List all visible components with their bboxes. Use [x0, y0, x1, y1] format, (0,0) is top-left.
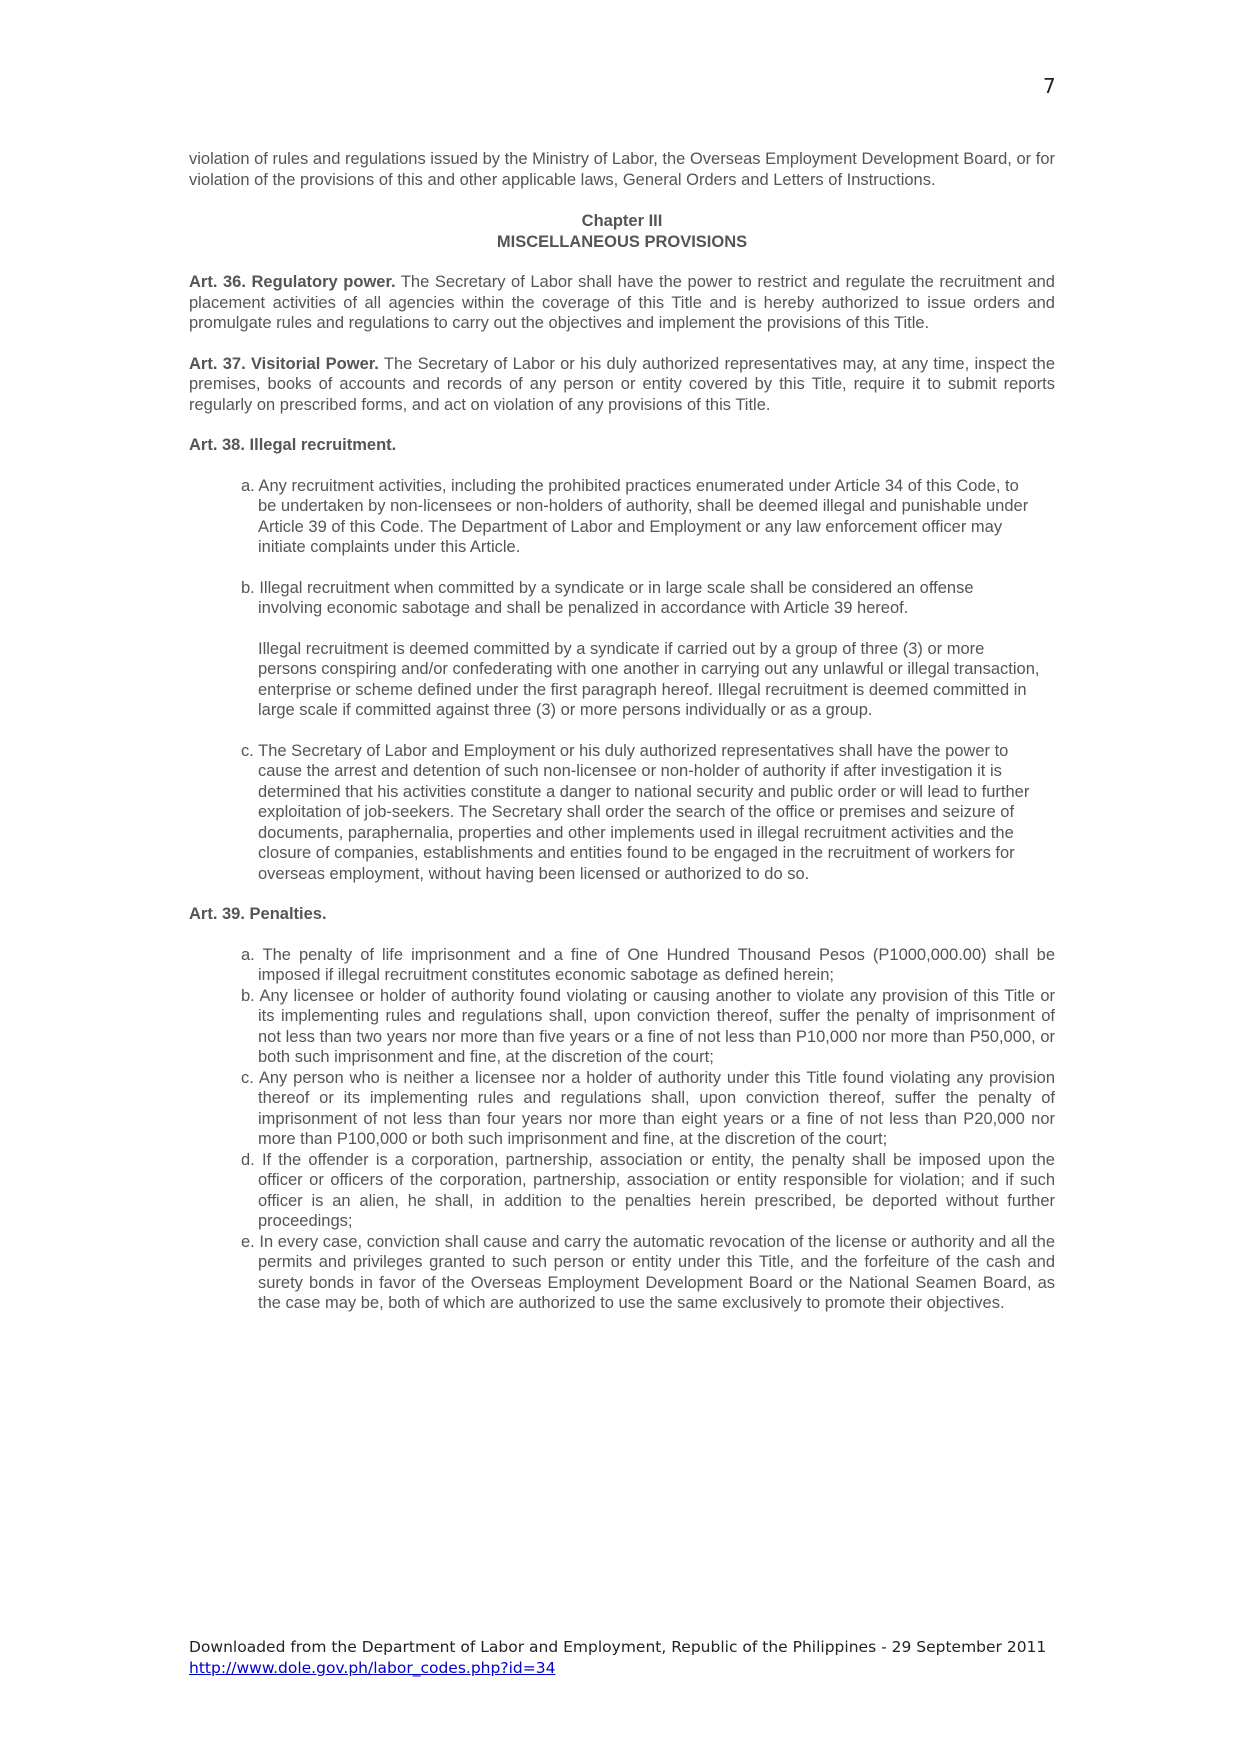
article-39-title: Art. 39. Penalties. [189, 905, 327, 923]
article-36 [189, 272, 1055, 334]
article-36-label: Art. 36. Regulatory power. [189, 273, 396, 291]
list-item: e. In every case, conviction shall cause and carry the automatic revocation of the license or authority and all the permits and privileges granted to such person or entity under this Title, and the forfeiture of the cash and surety bonds in favor of the Overseas Employment Development Board or the National Seamen Board, as the case may be, both of which are authorized to use the same exclusively to promote their objectives. [241, 1232, 1055, 1312]
list-item: c. Any person who is neither a licensee nor a holder of authority under this Title found violating any provision thereof or its implementing rules and regulations shall, upon conviction thereof, suffer the penalty of imprisonment of not less than four years nor more than eight years or a fine of not less than P20,000 nor more than P100,000 or both such imprisonment and fine, at the discretion of the court; [241, 1068, 1055, 1148]
article-38-item-a: a. Any recruitment activities, including the prohibited practices enumerated under Article 34 of this Code, to be undertaken by non-licensees or non-holders of authority, shall be deemed illegal and punishable under Article 39 of this Code. The Department of Labor and Employment or any law enforcement officer may initiate complaints under this Article. [241, 476, 1029, 556]
page-number: 7 [1043, 74, 1056, 98]
article-36-text: The Secretary of Labor shall have the power to restrict and regulate the recruitment and placement activities of all agencies within the coverage of this Title and is hereby authorized to issue orders and promulgate rules and regulations to carry out the objectives and implement the provisions of this Title. [189, 273, 1055, 332]
document-body [189, 149, 1055, 1314]
chapter-number: Chapter III [581, 212, 663, 230]
intro-paragraph: violation of rules and regulations issued by the Ministry of Labor, the Overseas Employment Development Board, or for violation of the provisions of this and other applicable laws, General Orders and Letters of Instructions. [189, 150, 1055, 189]
list-item: b. Any licensee or holder of authority found violating or causing another to violate any provision of this Title or its implementing rules and regulations shall, upon conviction thereof, suffer the penalty of imprisonment of not less than two years nor more than five years or a fine of not less than P10,000 nor more than P50,000, or both such imprisonment and fine, at the discretion of the court; [241, 986, 1055, 1066]
article-38-item-b: b. Illegal recruitment when committed by a syndicate or in large scale shall be considered an offense involving economic sabotage and shall be penalized in accordance with Article 39 hereof. [241, 578, 974, 617]
article-38-items [189, 476, 1055, 885]
footer-source-link[interactable]: http://www.dole.gov.ph/labor_codes.php?id=34 [189, 1659, 556, 1677]
article-39-items [189, 945, 1055, 1314]
article-38-item-c: c. The Secretary of Labor and Employment or his duly authorized representatives shall have the power to cause the arrest and detention of such non-licensee or non-holder of authority if after investigation it is determined that his activities constitute a danger to national security and public order or will lead to further exploitation of job-seekers. The Secretary shall order the search of the office or premises and seizure of documents, paraphernalia, properties and other implements used in illegal recruitment activities and the closure of companies, establishments and entities found to be engaged in the recruitment of workers for overseas employment, without having been licensed or authorized to do so. [241, 741, 1030, 883]
list-item [241, 476, 1055, 558]
page-footer [189, 1637, 1046, 1679]
list-item [241, 578, 1055, 721]
chapter-heading [189, 211, 1055, 252]
article-38-title: Art. 38. Illegal recruitment. [189, 436, 397, 454]
list-item: d. If the offender is a corporation, partnership, association or entity, the penalty shall be imposed upon the officer or officers of the corporation, partnership, association or entity responsible for violation; and if such officer is an alien, he shall, in addition to the penalties herein prescribed, be deported without further proceedings; [241, 1150, 1055, 1230]
article-38-item-b-subparagraph: Illegal recruitment is deemed committed by a syndicate if carried out by a group of three (3) or more persons conspiring and/or confederating with one another in carrying out any unlawful or illegal transaction, enterprise or scheme defined under the first paragraph hereof. Illegal recruitment is deemed committed in large scale if committed against three (3) or more persons individually or as a group. [258, 639, 1040, 719]
article-37-text: The Secretary of Labor or his duly authorized representatives may, at any time, inspect the premises, books of accounts and records of any person or entity covered by this Title, require it to submit reports regularly on prescribed forms, and act on violation of any provisions of this Title. [189, 354, 1056, 414]
list-item: a. The penalty of life imprisonment and a fine of One Hundred Thousand Pesos (P1000,000.00) shall be imposed if illegal recruitment constitutes economic sabotage as defined herein; [241, 945, 1055, 984]
chapter-title: MISCELLANEOUS PROVISIONS [496, 232, 748, 251]
article-37 [189, 354, 1055, 416]
article-37-label: Art. 37. Visitorial Power. [189, 354, 379, 373]
list-item [241, 741, 1055, 885]
footer-source-text: Downloaded from the Department of Labor and Employment, Republic of the Philippines - 29 September 2011 [189, 1638, 1047, 1656]
